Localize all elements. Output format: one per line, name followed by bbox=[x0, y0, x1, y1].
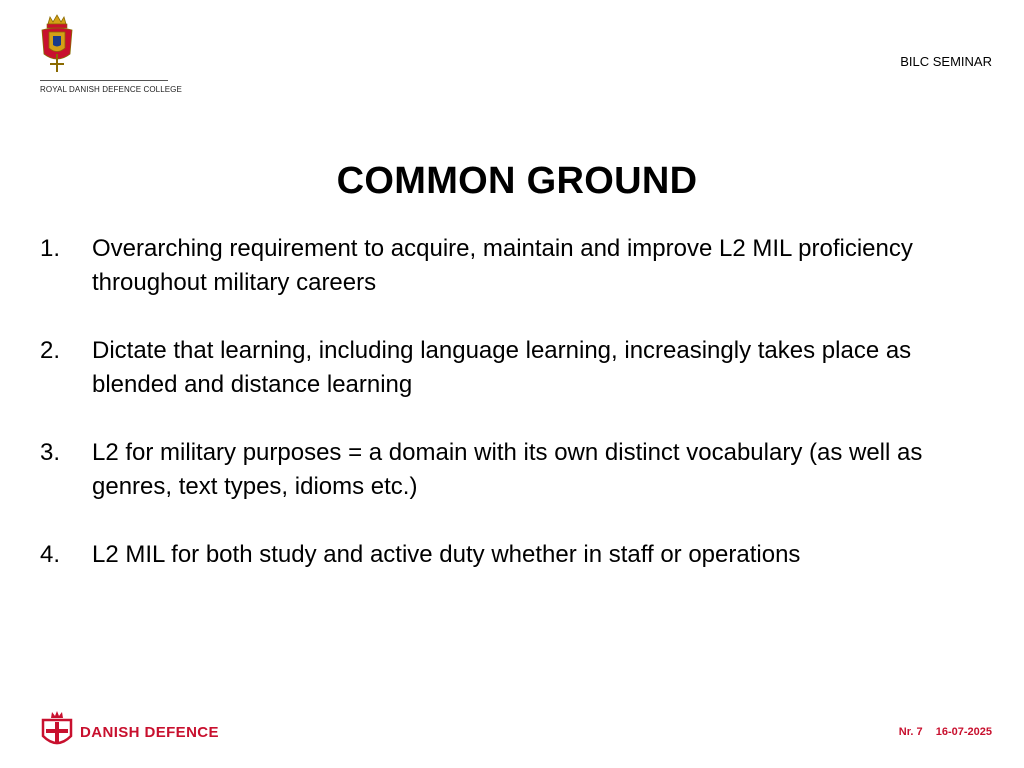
slide-date: 16-07-2025 bbox=[935, 726, 992, 738]
seminar-label: BILC SEMINAR bbox=[900, 54, 992, 69]
list-item-number: 1. bbox=[40, 235, 61, 262]
list-item bbox=[40, 232, 1000, 300]
common-ground-list bbox=[40, 232, 1000, 606]
list-item-text: L2 MIL for both study and active duty whether in staff or operations bbox=[92, 541, 801, 568]
page-number: Nr. 7 bbox=[898, 726, 923, 738]
college-logo bbox=[40, 14, 182, 96]
list-item-number: 3. bbox=[40, 439, 61, 466]
list-item-number: 2. bbox=[40, 337, 61, 364]
list-item bbox=[40, 334, 1000, 402]
list-item-text: Overarching requirement to acquire, maintain and improve L2 MIL proficiency throughout military careers bbox=[92, 235, 913, 296]
danish-defence-logo bbox=[40, 710, 219, 752]
page-title: COMMON GROUND bbox=[336, 160, 698, 202]
brand-name: DANISH DEFENCE bbox=[80, 724, 219, 741]
danish-defence-crest-icon bbox=[40, 710, 74, 750]
list-item bbox=[40, 436, 1000, 504]
list-item bbox=[40, 538, 1000, 572]
list-item-text: L2 for military purposes = a domain with its own distinct vocabulary (as well as genres, text types, idioms etc.) bbox=[92, 439, 923, 500]
footer-meta bbox=[899, 726, 992, 738]
college-crest-icon bbox=[40, 14, 74, 74]
list-item-number: 4. bbox=[40, 541, 61, 568]
list-item-text: Dictate that learning, including language learning, increasingly takes place as blended and distance learning bbox=[92, 337, 912, 398]
college-name: ROYAL DANISH DEFENCE COLLEGE bbox=[40, 85, 182, 94]
college-divider bbox=[40, 80, 168, 81]
